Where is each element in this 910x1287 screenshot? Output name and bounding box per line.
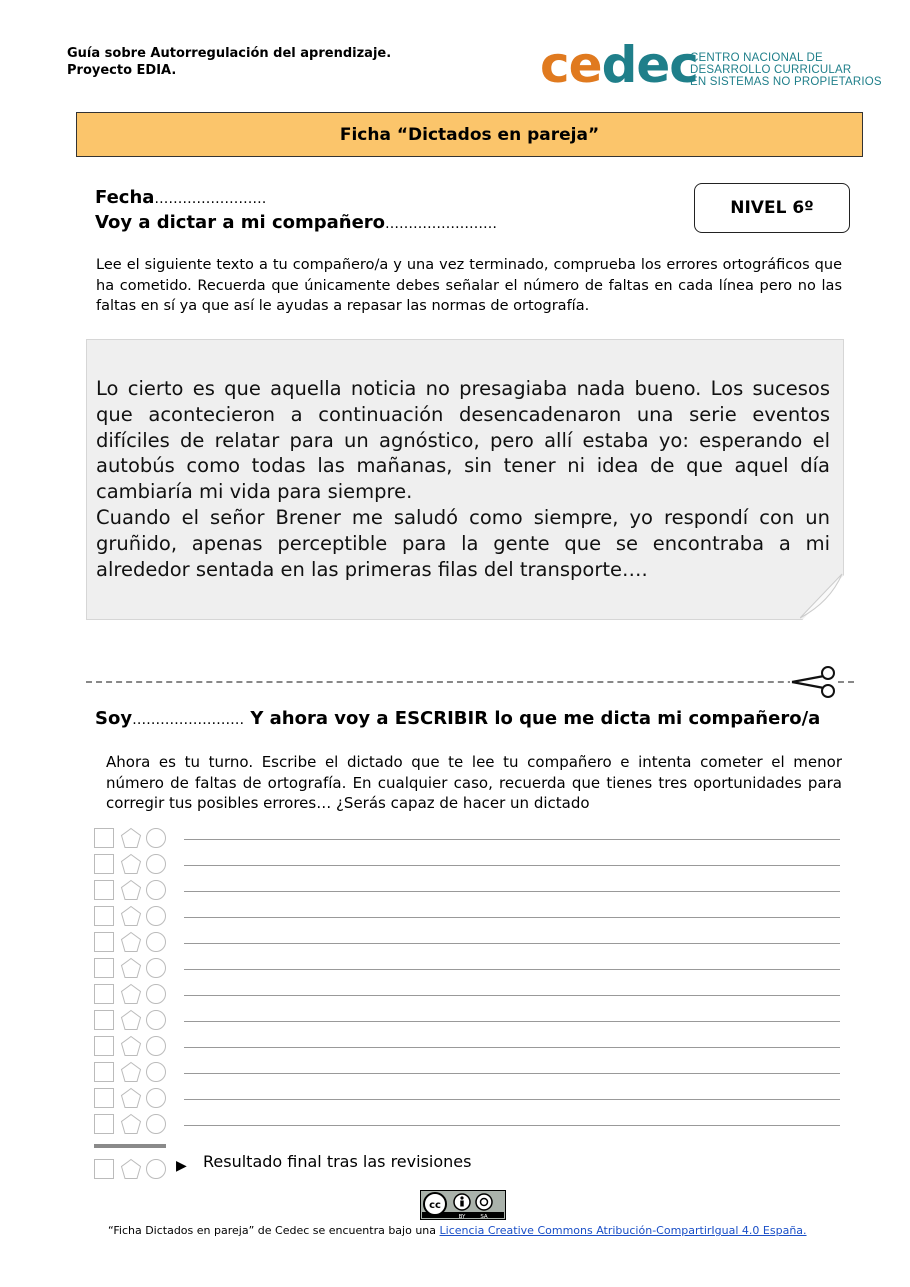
pentagon-icon[interactable] [120, 1113, 142, 1135]
pentagon-icon[interactable] [120, 827, 142, 849]
square-icon[interactable] [94, 880, 114, 900]
writing-line[interactable] [184, 995, 840, 996]
pentagon-icon[interactable] [120, 879, 142, 901]
sa-label: SA [480, 1214, 488, 1220]
worksheet-title: Ficha “Dictados en pareja” [76, 112, 863, 157]
cut-line [86, 681, 854, 683]
instructions: Lee el siguiente texto a tu compañero/a y una vez terminado, comprueba los errores ortográficos que ha cometido. Recuerda que únicamente debes señalar el número de faltas en cada línea pero no las faltas en sí ya que así le ayudas a repasar las normas de ortografía. [96, 257, 842, 314]
soy-label: Soy [95, 708, 133, 729]
square-icon[interactable] [94, 1062, 114, 1082]
write-instructions: Ahora es tu turno. Escribe el dictado que te lee tu compañero e intenta cometer el menor número de faltas de ortografía. En cualquier caso, recuerda que tienes tres oportunidades para corregir tus posibles errores… ¿Serás capaz de hacer un dictado [106, 753, 842, 812]
circle-icon[interactable] [146, 1159, 166, 1179]
square-icon[interactable] [94, 932, 114, 952]
square-icon[interactable] [94, 984, 114, 1004]
writing-row [94, 1009, 844, 1031]
footer-text: “Ficha Dictados en pareja” de Cedec se encuentra bajo una [108, 1224, 440, 1237]
square-icon[interactable] [94, 1088, 114, 1108]
writing-row [94, 957, 844, 979]
writing-row [94, 879, 844, 901]
cedec-logo [540, 36, 698, 94]
writing-line[interactable] [184, 1021, 840, 1022]
writing-row [94, 1035, 844, 1057]
writing-line[interactable] [184, 1125, 840, 1126]
pentagon-icon[interactable] [120, 931, 142, 953]
pentagon-icon[interactable] [120, 983, 142, 1005]
circle-icon[interactable] [146, 1010, 166, 1030]
writing-line[interactable] [184, 969, 840, 970]
cc-label: cc [429, 1200, 441, 1211]
fecha-label: Fecha [95, 187, 155, 208]
circle-icon[interactable] [146, 958, 166, 978]
circle-icon[interactable] [146, 1036, 166, 1056]
logo-ce: ce [540, 36, 602, 94]
writing-row [94, 827, 844, 849]
guide-line-2: Proyecto EDIA. [67, 63, 177, 78]
circle-icon[interactable] [146, 1114, 166, 1134]
square-icon[interactable] [94, 1159, 114, 1179]
level-badge: NIVEL 6º [694, 183, 850, 233]
circle-icon[interactable] [146, 906, 166, 926]
writing-row [94, 853, 844, 875]
arrow-right-icon: ▶ [176, 1158, 187, 1174]
circle-icon[interactable] [146, 854, 166, 874]
square-icon[interactable] [94, 1036, 114, 1056]
write-heading [95, 708, 820, 729]
logo-sub-3: EN SISTEMAS NO PROPIETARIOS [690, 76, 882, 88]
square-icon[interactable] [94, 1010, 114, 1030]
by-label: BY [458, 1214, 466, 1220]
circle-icon[interactable] [146, 828, 166, 848]
writing-line[interactable] [184, 865, 840, 866]
dictation-paragraph-2: Cuando el señor Brener me saludó como siempre, yo respondí con un gruñido, apenas perceptible para la gente que se encontraba a mi alrededor sentada en las primeras filas del transporte…. [96, 505, 830, 581]
logo-sub-1: CENTRO NACIONAL DE [690, 52, 823, 64]
scissors-icon [790, 665, 838, 699]
writing-line[interactable] [184, 1047, 840, 1048]
writing-row [94, 1113, 844, 1135]
license-footer [108, 1224, 807, 1237]
writing-line[interactable] [184, 943, 840, 944]
pentagon-icon[interactable] [120, 1087, 142, 1109]
square-icon[interactable] [94, 958, 114, 978]
pentagon-icon[interactable] [120, 957, 142, 979]
fecha-field[interactable]: …………………… [154, 191, 267, 207]
writing-row [94, 931, 844, 953]
license-link[interactable]: Licencia Creative Commons Atribución-CompartirIgual 4.0 España. [439, 1224, 807, 1237]
guide-line-1: Guía sobre Autorregulación del aprendizaje. [67, 46, 392, 61]
circle-icon[interactable] [146, 984, 166, 1004]
writing-line[interactable] [184, 1073, 840, 1074]
writing-line[interactable] [184, 917, 840, 918]
logo-sub-2: DESARROLLO CURRICULAR [690, 64, 852, 76]
pentagon-icon[interactable] [120, 905, 142, 927]
pentagon-icon[interactable] [120, 1061, 142, 1083]
circle-icon[interactable] [146, 1088, 166, 1108]
writing-row [94, 905, 844, 927]
dictation-paragraph-1: Lo cierto es que aquella noticia no presagiaba nada bueno. Los sucesos que acontecieron a continuación desencadenaron una serie eventos difíciles de relatar para un agnóstico, pero allí estaba yo: esperando el autobús como todas las mañanas, sin tener ni idea de que aquel día cambiaría mi vida para siempre. [96, 377, 830, 504]
circle-icon[interactable] [146, 880, 166, 900]
logo-subtitle [690, 52, 882, 88]
circle-icon[interactable] [146, 932, 166, 952]
pentagon-icon[interactable] [120, 853, 142, 875]
writing-row [94, 1061, 844, 1083]
writing-row [94, 1087, 844, 1109]
logo-dec: dec [601, 36, 698, 94]
dictar-label: Voy a dictar a mi compañero [95, 212, 386, 233]
square-icon[interactable] [94, 906, 114, 926]
circle-icon[interactable] [146, 1062, 166, 1082]
guide-title [67, 45, 391, 79]
pentagon-icon[interactable] [120, 1035, 142, 1057]
square-icon[interactable] [94, 828, 114, 848]
writing-line[interactable] [184, 1099, 840, 1100]
writing-row [94, 983, 844, 1005]
writing-line[interactable] [184, 891, 840, 892]
result-label: Resultado final tras las revisiones [203, 1152, 472, 1171]
write-heading-text: Y ahora voy a ESCRIBIR lo que me dicta mi compañero/a [244, 708, 821, 729]
dictar-field[interactable]: …………………… [385, 216, 498, 232]
square-icon[interactable] [94, 1114, 114, 1134]
pentagon-icon[interactable] [120, 1158, 142, 1180]
writing-line[interactable] [184, 839, 840, 840]
header-form [95, 186, 497, 236]
square-icon[interactable] [94, 854, 114, 874]
pentagon-icon[interactable] [120, 1009, 142, 1031]
dictation-text [96, 376, 830, 582]
soy-field[interactable]: …………………… [132, 712, 245, 728]
separator-bar [94, 1144, 166, 1148]
cc-by-sa-badge[interactable] [420, 1190, 506, 1220]
